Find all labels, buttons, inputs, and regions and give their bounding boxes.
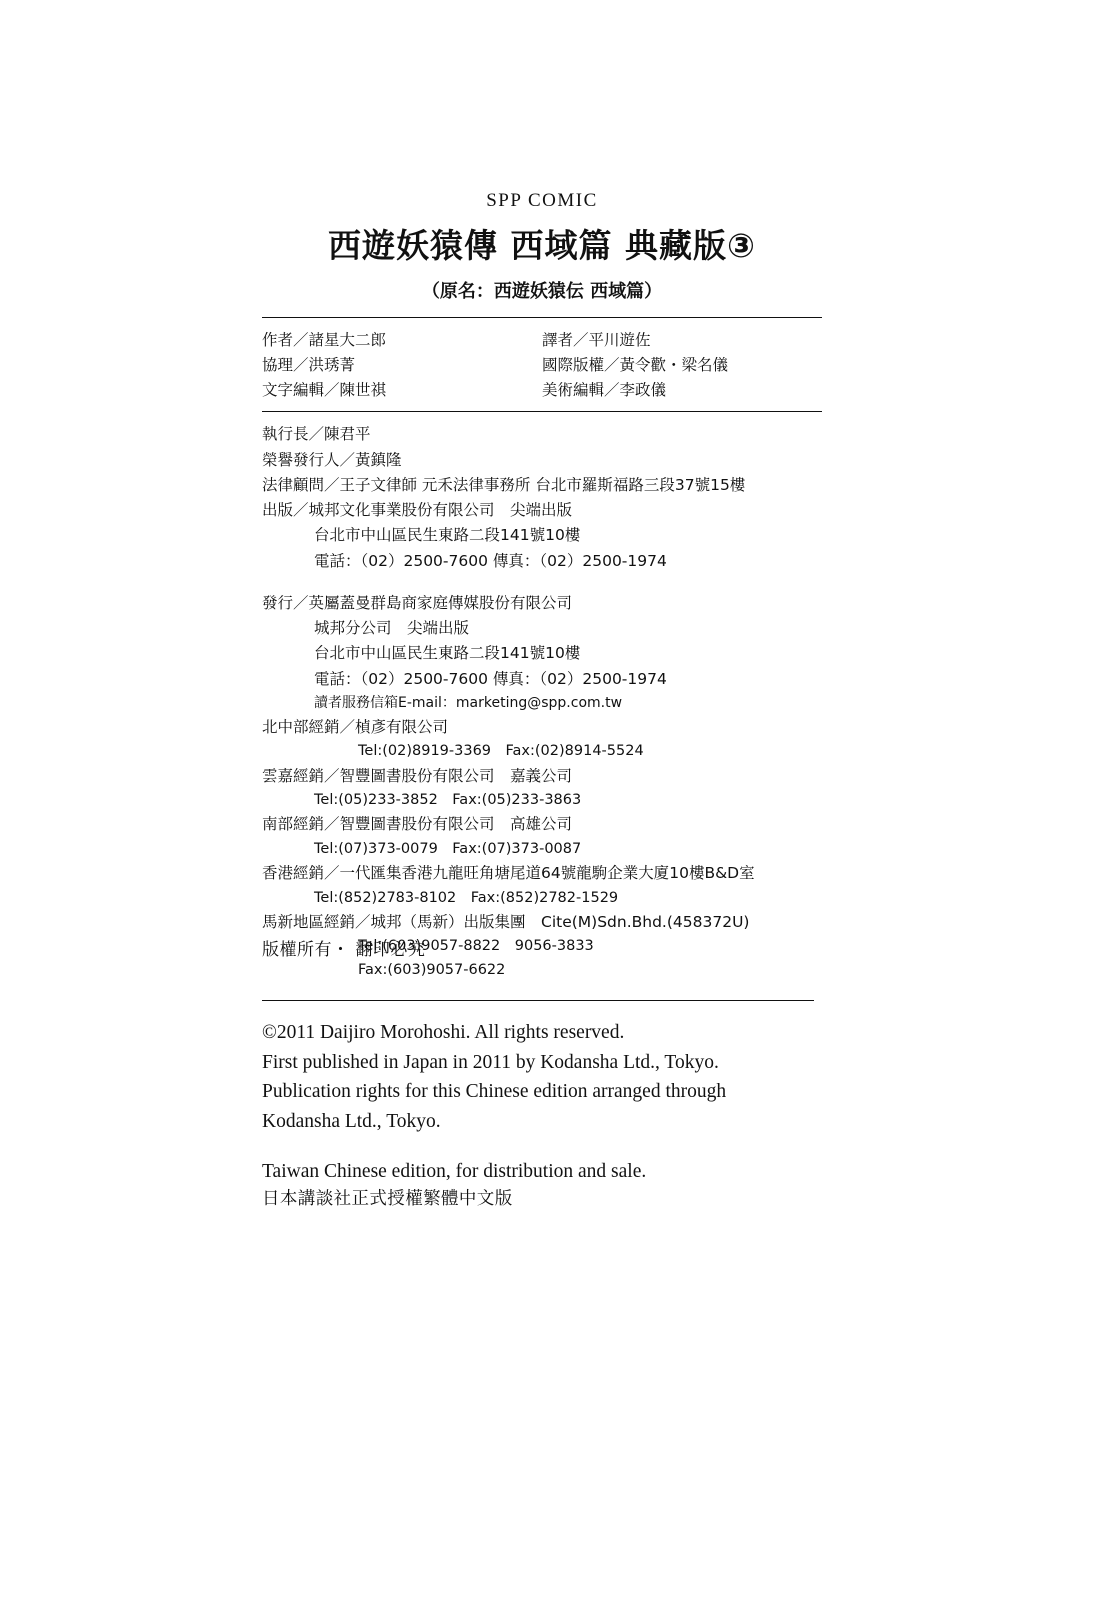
- credit-international-rights: 國際版權／黃令歡・梁名儀: [542, 356, 729, 375]
- original-title: （原名：西遊妖猿伝 西域篇）: [421, 281, 663, 302]
- first-published-line: First published in Japan in 2011 by Kodansha Ltd., Tokyo.: [262, 1051, 719, 1073]
- credit-author: 作者／諸星大二郎: [262, 331, 387, 349]
- distributor-branch: 城邦分公司 尖端出版: [314, 619, 470, 638]
- divider-bottom: [262, 1000, 814, 1001]
- agent-south-name: 南部經銷／智豐圖書股份有限公司 高雄公司: [262, 815, 573, 834]
- agent-yunchia-name: 雲嘉經銷／智豐圖書股份有限公司 嘉義公司: [262, 766, 573, 785]
- agent-north-central-name: 北中部經銷／楨彥有限公司: [262, 717, 449, 736]
- credit-text-editor: 文字編輯／陳世祺: [262, 381, 387, 400]
- distributor-company: 發行／英屬蓋曼群島商家庭傳媒股份有限公司: [262, 593, 573, 612]
- english-notice-block: [262, 1018, 862, 1213]
- agent-malaysia-tel: Tel:(603)9057-8822 9056-3833: [358, 938, 594, 955]
- agent-malaysia-name: 馬新地區經銷／城邦（馬新）出版集團 Cite(M)Sdn.Bhd.(458372U): [262, 913, 750, 932]
- agent-yunchia-tel: Tel:(05)233-3852 Fax:(05)233-3863: [314, 791, 582, 808]
- credit-translator: 譯者／平川遊佐: [542, 331, 651, 349]
- credits-column-left: [262, 328, 542, 403]
- agent-hongkong-tel: Tel:(852)2783-8102 Fax:(852)2782-1529: [314, 889, 619, 906]
- colophon-block: [262, 190, 822, 983]
- publisher-address: 台北市中山區民生東路二段141號10樓: [314, 526, 581, 545]
- distributor-phone: 電話：（02）2500-7600 傳真：（02）2500-1974: [314, 669, 667, 688]
- taiwan-edition-line: Taiwan Chinese edition, for distribution and sale.: [262, 1160, 647, 1182]
- agent-hongkong-name: 香港經銷／一代匯集香港九龍旺角塘尾道64號龍駒企業大廈10樓B&D室: [262, 864, 755, 883]
- credits-table: [262, 318, 822, 411]
- publication-rights-line-2: Kodansha Ltd., Tokyo.: [262, 1110, 441, 1132]
- imprint-label: SPP COMIC: [486, 190, 598, 211]
- publisher-legal-counsel: 法律顧問／王子文律師 元禾法律事務所 台北市羅斯福路三段37號15樓: [262, 475, 746, 494]
- agent-north-central-tel: Tel:(02)8919-3369 Fax:(02)8914-5524: [358, 742, 644, 759]
- agent-malaysia-fax: Fax:(603)9057-6622: [358, 962, 506, 979]
- rights-notice: 版權所有・ 翻印必究: [262, 940, 426, 960]
- distributor-address: 台北市中山區民生東路二段141號10樓: [314, 644, 581, 663]
- publisher-phone: 電話：（02）2500-7600 傳真：（02）2500-1974: [314, 551, 667, 570]
- publication-rights-line-1: Publication rights for this Chinese edition arranged through: [262, 1081, 727, 1103]
- distributor-email: 讀者服務信箱E-mail：marketing@spp.com.tw: [314, 694, 623, 711]
- agent-south-tel: Tel:(07)373-0079 Fax:(07)373-0087: [314, 840, 582, 857]
- publisher-company: 出版／城邦文化事業股份有限公司 尖端出版: [262, 501, 573, 520]
- credit-art-editor: 美術編輯／李政儀: [542, 381, 667, 400]
- publisher-block: [262, 412, 822, 982]
- japanese-license-line: 日本講談社正式授權繁體中文版: [262, 1189, 513, 1210]
- credit-assistant-manager: 協理／洪琇菁: [262, 356, 356, 375]
- copyright-line: ©2011 Daijiro Morohoshi. All rights reserved.: [262, 1022, 625, 1043]
- publisher-ceo: 執行長／陳君平: [262, 425, 371, 444]
- publisher-honorary-publisher: 榮譽發行人／黃鎮隆: [262, 450, 402, 469]
- page-title: 西遊妖猿傳 西域篇 典藏版③: [328, 226, 756, 265]
- rights-notice-wrap: [262, 935, 822, 960]
- credits-column-right: [542, 328, 812, 403]
